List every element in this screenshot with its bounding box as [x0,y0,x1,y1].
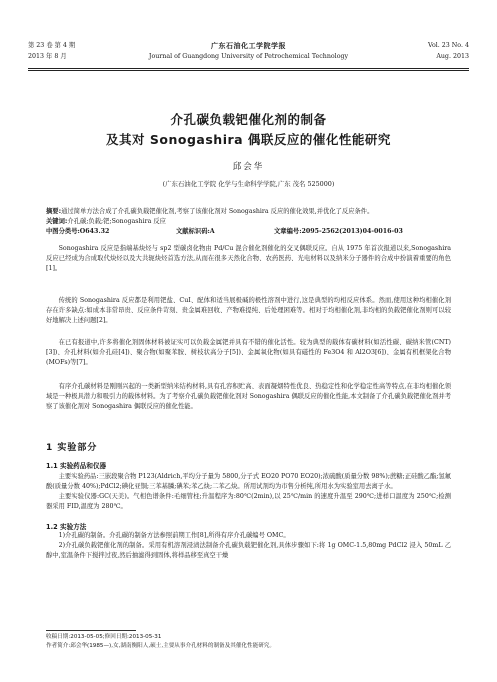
footnote-received: 收稿日期:2013-05-05;修回日期:2013-05-31 [46,634,162,640]
methods-text [46,531,451,561]
header-right [428,40,469,62]
materials-paragraph: 主要实验药品:三嵌段聚合物 P123(Aldrich,平均分子量为 5800,分子式 EO20 PO70 EO20);浓硫酸(质量分数 98%);蔗糖;正硅酸乙酯;氢氟酸(质量分数 40%);PdCl2;碘化亚铜;三苯基膦;碘苯;苯乙炔;二苯乙炔。所用试剂均为市售分析纯,所用水为实验室用去离子水。 [46,473,451,490]
materials-text [46,472,451,512]
author-affiliation: (广东石油化工学院 化学与生命科学学院,广东 茂名 525000) [162,180,335,188]
journal-title-en: Journal of Guangdong University of Petrochemical Technology [148,53,349,60]
header-center [28,40,469,62]
clc-number: 中图分类号:O643.32 [46,228,110,235]
subsection-heading-materials: 1.1 实验药品和仪器 [46,462,107,470]
footnote-rule [46,630,136,631]
intro-paragraph-4: 有序介孔碳材料是刚刚兴起的一类新型纳米结构材料,具有孔容积贮高、表面凝烟特性优良、热稳定性和化学稳定性高等特点,在非均相催化领域是一种极具潜力和吸引力的载体材料。为了考察介孔碳负载钯催化剂对 Sonogashira 偶联反应的催化性能,本文制备了介孔碳负载钯催化剂并考察了该催化剂对 Sonogashira 偶联反应的催化性能。 [46,383,451,410]
method-step-2: 2)介孔碳负载钯催化剂的制备。采用有机溶剂浸渍法制备介孔碳负载钯催化剂,具体步骤如下:将 1g OMC-1.5,80mg PdCl2 浸入 50mL 乙醇中,室温条件下搅拌过夜,然后抽滤得到固体,将样品移至真空干燥 [46,542,451,559]
footnote-author-bio: 作者简介:邱会华(1985—),女,湖南衡阳人,硕士,主要从事介孔材料的制备及其催化性能研究。 [46,643,275,649]
abstract-label: 摘要: [46,208,62,215]
date-en: Aug. 2013 [436,53,469,60]
instruments-paragraph: 主要实验仪器:GC(天美)。气相色谱条件:毛细管柱;升温程序为:80℃(2min),以 25℃/min 的速度升温至 290℃;进样口温度为 250℃;检测器采用 FID,温度为 280℃。 [46,493,451,510]
intro-paragraph-2: 传统的 Sonogashira 反应都是利用钯盐、CuI、配体和适当展极碱的极性溶剂中进行,这是典型的均相反应体系。然而,使用这种均相催化剂存在许多缺点:如成本非常昂贵、反应条件苛刻、贵金属难回收、产物难提纯、后处理困难等。相对于均相催化剂,非均相的负载钯催化剂则可以较好地解决上述问题[2]。 [46,297,451,324]
paper-title-line1: 介孔碳负载钯催化剂的制备 [170,112,327,127]
intro-paragraph-3: 在已有报道中,许多将催化剂固体材料被证实可以负载金属钯并具有不错的催化活性。较为典型的载体有碳材料(如活性碳、碳纳米管(CNT)[3])、介孔材料(如介孔硅[4])、聚合物(如聚苯胺、树枝状高分子[5])、金属氧化物(如具有磁性的 Fe3O4 和 Al2O3[6])、金属有机框架化合物(MOFs)等[7]。 [46,339,451,366]
date-cn: 2013 年 8 月 [28,53,67,60]
author-name: 邱会华 [232,162,265,172]
method-step-1: 1)介孔碳的制备。介孔碳的制备方法参照前期工作[8],所得有序介孔碳编号 OMC。 [58,532,290,539]
keywords-text: 介孔碳;负载;钯;Sonogashira 反应 [67,218,166,225]
journal-title-cn: 广东石油化工学院学报 [211,41,286,50]
keywords-label: 关键词: [46,218,68,225]
abstract-text: 通过简单方法合成了介孔碳负载钯催化剂,考察了该催化剂对 Sonogashira 反应的催化效果,并优化了反应条件。 [61,208,374,215]
keywords [46,217,451,227]
subsection-heading-methods: 1.2 实验方法 [46,523,87,531]
article-number: 文章编号:2095-2562(2013)04-0016-03 [274,228,403,235]
running-header [28,40,469,70]
abstract [46,207,451,217]
issue-cn: 第 23 卷 第 4 期 [28,42,76,49]
volume-en: Vol. 23 No. 4 [428,42,469,49]
intro-paragraph-1: Sonogashira 反应是指端基炔烃与 sp2 型碳卤化物由 Pd/Cu 混合催化剂催化的交叉偶联反应。自从 1975 年首次报道以来,Sonogashira 反应已经成为合成取代炔烃以及大共轭炔烃首选方法,从而在很多天然化合物、农药医药、光电材料以及纳米分子器件的合成中扮演着重要的角色[1]。 [46,245,451,272]
header-rule-thin [28,70,469,71]
paper-title-line2: 及其对 Sonogashira 偶联反应的催化性能研究 [106,132,391,147]
section-heading-experimental: 1 实验部分 [46,443,98,453]
document-code: 文献标识码:A [176,228,215,235]
header-rule-thick [28,68,469,69]
